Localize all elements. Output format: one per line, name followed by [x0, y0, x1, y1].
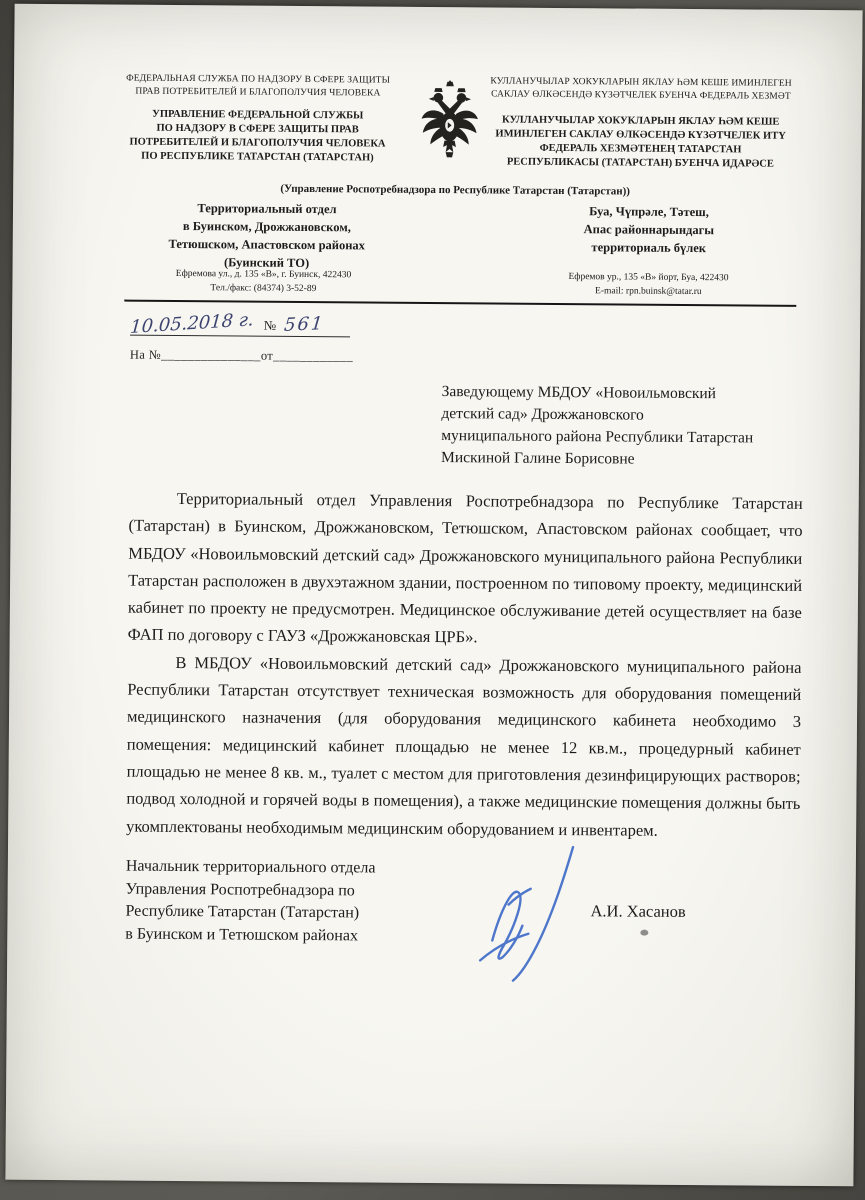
- number-sign: №: [263, 317, 277, 333]
- letterhead-center-line: (Управление Роспотребнадзора по Республике Татарстан (Татарстан)): [280, 182, 631, 198]
- handwritten-signature: [450, 840, 606, 986]
- territorial-office-ru: Территориальный отдел в Буинском, Дрожжановском, Тетюшском, Апастовском районах (Буинский ТО): [168, 201, 366, 271]
- letterhead-left-column: [121, 73, 394, 166]
- territorial-office-tt: Буа, Чүпрәле, Тәтеш, Апас районнарындагы территориаль бүлек: [583, 204, 715, 256]
- office-address-tt: Ефремов ур., 135 «В» йорт, Буа, 422430 E-mail: rpn.buinsk@tatar.ru: [568, 272, 729, 298]
- department-name-ru: УПРАВЛЕНИЕ ФЕДЕРАЛЬНОЙ СЛУЖБЫ ПО НАДЗОРУ В СФЕРЕ ЗАЩИТЫ ПРАВ ПОТРЕБИТЕЛЕЙ И БЛАГОПОЛУЧИЯ ЧЕЛОВЕКА ПО РЕСПУБЛИКЕ ТАТАРСТАН (ТАТАРСТАН): [129, 108, 386, 164]
- coat-of-arms-icon: [417, 79, 482, 166]
- federal-service-name-tt: КУЛЛАНУЧЫЛАР ХОКУКЛАРЫН ЯКЛАУ ҺӘМ КЕШЕ ИМИНЛЕГЕН САКЛАУ ӨЛКӘСЕНДӘ КҮЗӘТЧЕЛЕК БУЕНЧА ФЕДЕРАЛЬ ХЕЗМӘТ: [490, 76, 792, 102]
- signatory-name: А.И. Хасанов: [590, 901, 686, 921]
- letterhead-right-column: [481, 75, 800, 172]
- signatory-title: Начальник территориального отдела Управления Роспотребнадзора по Республике Татарстан (Татарстан) в Буинском и Тетюшском районах: [125, 857, 376, 945]
- ink-dot-mark: [640, 930, 648, 936]
- outgoing-reference-line: [130, 305, 350, 338]
- handwritten-date: 10.05.2018 г.: [129, 309, 255, 338]
- department-name-tt: КУЛЛАНУЧЫЛАР ХОКУКЛАРЫН ЯКЛАУ ҺӘМ КЕШЕ ИМИНЛЕГЕН САКЛАУ ӨЛКӘСЕНДӘ КҮЗӘТЧЕЛЕК ИТҮ ФЕДЕРАЛЬ ХЕЗМӘТЕНЕҢ ТАТАРСТАН РЕСПУБЛИКАСЫ (ТАТАРСТАН) БУЕНЧА ИДАРӘСЕ: [495, 114, 786, 170]
- handwritten-outgoing-number: 561: [283, 313, 326, 336]
- document-page: [5, 4, 862, 1187]
- body-paragraph-1: Территориальный отдел Управления Роспотребнадзора по Республике Татарстан (Татарстан) в Буинском, Дрожжановском, Тетюшском, Апастовском районах сообщает, что МБДОУ «Новоильмовский детский сад» Дрожжановского муниципального района Республики Татарстан расположен в двухэтажном здании, построенном по типовому проекту, медицинский кабинет по проекту не предусмотрен. Медицинское обслуживание детей осуществляет на базе ФАП по договору с ГАУЗ «Дрожжановская ЦРБ».: [127, 488, 803, 647]
- addressee-block: Заведующему МБДОУ «Новоильмовский детский сад» Дрожжановского муниципального района Республики Татарстан Мискиной Галине Борисовне: [441, 383, 754, 468]
- body-paragraph-2: В МБДОУ «Новоильмовский детский сад» Дрожжановского муниципального района Республики Татарстан отсутствует техническая возможность для оборудования помещений медицинского назначения (для оборудования медицинского кабинета необходимо 3 помещения: медицинский кабинет площадью не менее 12 кв.м., процедурный кабинет площадью не менее 8 кв. м., туалет с местом для приготовления дезинфицирующих растворов; подвод холодной и горячей воды в помещения), а также медицинские помещения должны быть укомплектованы необходимым медицинским оборудованием и инвентарем.: [126, 652, 802, 840]
- incoming-reference-line: На №_______________от____________: [129, 347, 354, 364]
- letter-body: [126, 485, 803, 845]
- office-address-ru: Ефремова ул., д. 135 «В», г. Буинск, 422430 Тел./факс: (84374) 3-52-89: [175, 268, 352, 295]
- federal-service-name-ru: ФЕДЕРАЛЬНАЯ СЛУЖБА ПО НАДЗОРУ В СФЕРЕ ЗАЩИТЫ ПРАВ ПОТРЕБИТЕЛЕЙ И БЛАГОПОЛУЧИЯ ЧЕЛОВЕКА: [126, 73, 391, 99]
